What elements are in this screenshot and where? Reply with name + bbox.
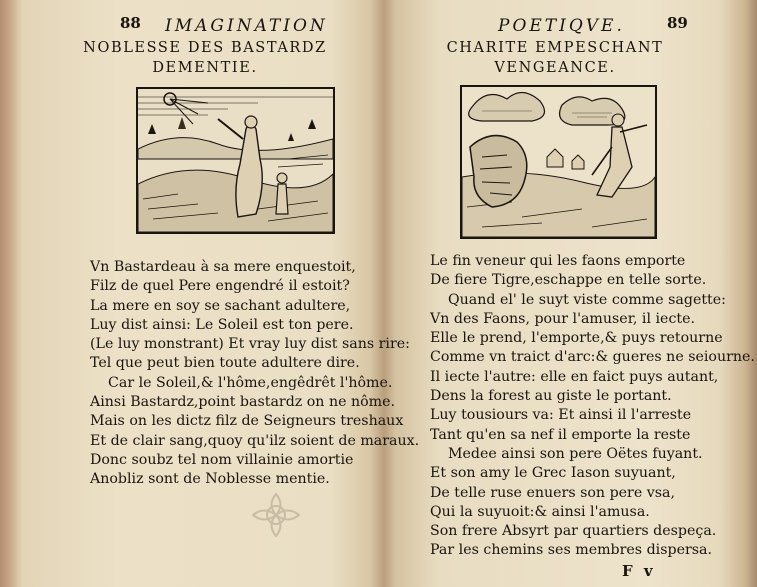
fleuron-ornament-icon xyxy=(245,490,307,540)
verse-line: Luy tousiours va: Et ainsi il l'arreste xyxy=(430,407,692,424)
verse-line: Et son amy le Grec Iason suyuant, xyxy=(430,465,676,482)
right-verse xyxy=(430,252,755,561)
emblem-title-line: VENGEANCE. xyxy=(494,60,616,76)
left-verse xyxy=(90,258,419,490)
verse-line: Car le Soleil,& l'hôme,engêdrêt l'hôme. xyxy=(108,374,393,391)
verse-line: Et de clair sang,quoy qu'ilz soient de maraux. xyxy=(90,432,420,449)
sun-mother-child-woodcut-icon xyxy=(136,87,335,234)
verse-line: De fiere Tigre,eschappe en telle sorte. xyxy=(430,272,707,289)
verse-line: Medee ainsi son pere Oëtes fuyant. xyxy=(448,445,703,462)
emblem-title xyxy=(30,38,380,78)
emblem-title xyxy=(380,38,730,78)
verse-line: Anobliz sont de Noblesse mentie. xyxy=(90,471,330,488)
verse-line: De telle ruse enuers son pere vsa, xyxy=(430,484,676,501)
verse-line: Vn des Faons, pour l'amuser, il iecte. xyxy=(430,310,696,327)
verse-line: Mais on les dictz filz de Seigneurs treshaux xyxy=(90,413,404,430)
verse-line: Ainsi Bastardz,point bastardz on ne nôme. xyxy=(90,394,396,411)
verse-line: Comme vn traict d'arc:& gueres ne seiourne. xyxy=(430,349,755,366)
verse-line: (Le luy monstrant) Et vray luy dist sans rire: xyxy=(90,336,410,353)
running-head: POETIQVE. xyxy=(498,16,625,36)
left-page xyxy=(30,0,420,587)
page-number: 89 xyxy=(667,14,688,32)
page-number: 88 xyxy=(120,14,141,32)
verse-line: Elle le prend, l'emporte,& puys retourne xyxy=(430,330,723,347)
tigress-hunter-woodcut-icon xyxy=(460,85,657,239)
signature-mark: F v xyxy=(622,562,656,580)
verse-line: Tant qu'en sa nef il emporte la reste xyxy=(430,426,691,443)
running-head: IMAGINATION xyxy=(165,16,328,36)
verse-line: La mere en soy se sachant adultere, xyxy=(90,297,351,314)
verse-line: Par les chemins ses membres dispersa. xyxy=(430,542,713,559)
verse-line: Il iecte l'autre: elle en faict puys autant, xyxy=(430,368,719,385)
emblem-title-line: DEMENTIE. xyxy=(152,60,258,76)
verse-line: Luy dist ainsi: Le Soleil est ton pere. xyxy=(90,316,354,333)
emblem-title-line: NOBLESSE DES BASTARDZ xyxy=(83,40,327,56)
verse-line: Qui la suyuoit:& ainsi l'amusa. xyxy=(430,503,650,520)
verse-line: Donc soubz tel nom villainie amortie xyxy=(90,451,354,468)
emblem-title-line: CHARITE EMPESCHANT xyxy=(446,40,664,56)
verse-line: Vn Bastardeau à sa mere enquestoit, xyxy=(90,259,356,275)
verse-line: Filz de quel Pere engendré il estoit? xyxy=(90,278,350,295)
verse-line: Le fin veneur qui les faons emporte xyxy=(430,253,686,269)
verse-line: Son frere Absyrt par quartiers despeça. xyxy=(430,523,717,540)
verse-line: Dens la forest au giste le portant. xyxy=(430,388,672,405)
right-page xyxy=(390,0,755,587)
verse-line: Tel que peut bien toute adultere dire. xyxy=(90,355,360,372)
verse-line: Quand el' le suyt viste comme sagette: xyxy=(448,291,726,308)
